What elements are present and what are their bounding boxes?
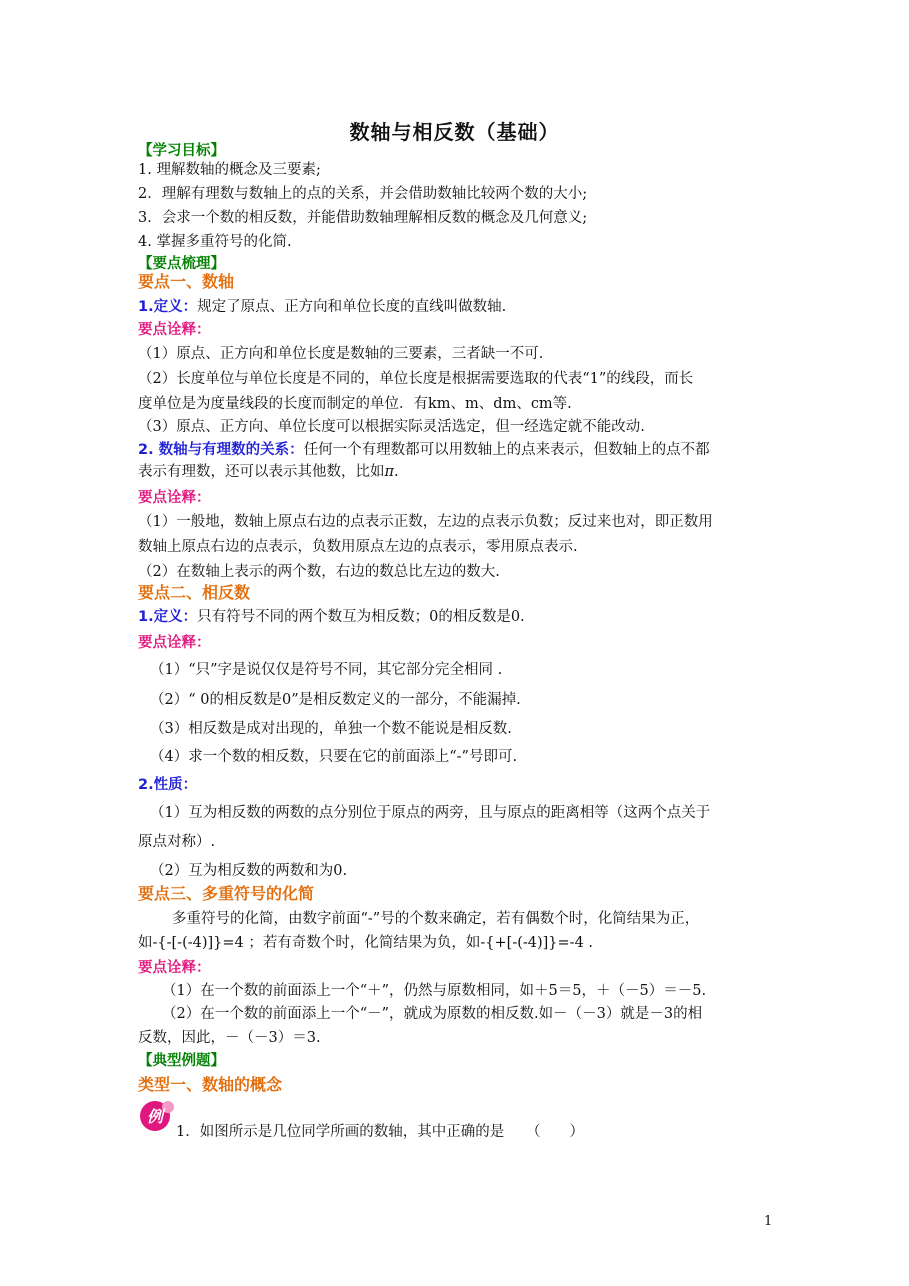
text-segment: 原点对称）. xyxy=(138,834,216,850)
text-line xyxy=(138,562,500,582)
text-line xyxy=(138,1028,321,1048)
page-number: 1 xyxy=(764,1214,773,1229)
text-segment: （1）“只”字是说仅仅是符号不同，其它部分完全相同 . xyxy=(150,662,503,678)
text-line xyxy=(138,344,543,364)
text-segment: 2. 数轴与有理数的关系： xyxy=(138,442,304,458)
text-line xyxy=(138,141,225,161)
text-line xyxy=(138,832,215,852)
text-segment: （2）在一个数的前面添上一个“－”，就成为原数的相反数.如－（－3）就是－3的相 xyxy=(162,1006,703,1022)
text-segment: 度单位是为度量线段的长度而制定的单位．有km、m、dm、cm等. xyxy=(138,396,572,412)
text-line xyxy=(138,394,572,414)
text-segment: （3）相反数是成对出现的，单独一个数不能说是相反数. xyxy=(150,721,512,737)
text-segment: （3）原点、正方向、单位长度可以根据实际灵活选定，但一经选定就不能改动. xyxy=(138,419,645,435)
text-segment: 【学习目标】 xyxy=(138,143,225,159)
text-line xyxy=(150,747,517,767)
text-line xyxy=(138,440,710,460)
text-segment: （4）求一个数的相反数，只要在它的前面添上“-”号即可. xyxy=(150,749,518,765)
text-line xyxy=(138,462,399,482)
text-segment: 4. 掌握多重符号的化简. xyxy=(138,234,292,250)
text-line xyxy=(138,958,211,978)
text-line xyxy=(138,254,225,274)
text-segment: 2．理解有理数与数轴上的点的关系，并会借助数轴比较两个数的大小; xyxy=(138,186,588,202)
text-segment: 类型一、数轴的概念 xyxy=(138,1075,283,1094)
text-line xyxy=(138,232,292,252)
text-segment: 反数，因此，－（－3）＝3. xyxy=(138,1030,321,1046)
example-badge-icon xyxy=(138,1097,176,1135)
text-segment: 任何一个有理数都可以用数轴上的点来表示，但数轴上的点不都 xyxy=(303,442,710,458)
text-line xyxy=(138,320,211,340)
text-segment: （1）一般地，数轴上原点右边的点表示正数，左边的点表示负数；反过来也对，即正数用 xyxy=(138,514,713,530)
text-line xyxy=(176,1122,584,1142)
page-title: 数轴与相反数（基础） xyxy=(349,120,560,144)
text-segment: （2）互为相反数的两数和为0. xyxy=(150,863,348,879)
text-line xyxy=(150,803,710,823)
text-line xyxy=(162,981,706,1001)
text-segment: 数轴上原点右边的点表示，负数用原点左边的点表示，零用原点表示. xyxy=(138,539,578,555)
text-line xyxy=(138,775,197,795)
text-segment: 要点诠释： xyxy=(138,960,211,976)
text-line xyxy=(138,512,713,532)
text-line xyxy=(138,1075,282,1096)
text-segment: 规定了原点、正方向和单位长度的直线叫做数轴. xyxy=(197,299,507,315)
text-line xyxy=(138,633,211,653)
text-segment: 1. 理解数轴的概念及三要素; xyxy=(138,162,321,178)
text-segment: 如-{-[-(-4)]}=4 ；若有奇数个时，化简结果为负，如-{+[-(-4)]}=-4 . xyxy=(138,935,594,951)
example-badge-label: 例 xyxy=(146,1107,164,1126)
text-segment: 只有符号不同的两个数互为相反数；0的相反数是0. xyxy=(197,609,525,625)
text-line xyxy=(150,861,347,881)
text-line xyxy=(138,537,578,557)
text-line xyxy=(138,184,587,204)
text-line xyxy=(138,208,587,228)
text-segment: （1）在一个数的前面添上一个“＋”，仍然与原数相同，如＋5＝5，＋（－5）＝－5. xyxy=(162,983,707,999)
text-line xyxy=(138,488,211,508)
text-line xyxy=(138,884,314,905)
text-segment: 1.定义： xyxy=(138,299,198,315)
text-segment: 【典型例题】 xyxy=(138,1053,225,1069)
text-line xyxy=(138,417,645,437)
text-line xyxy=(150,690,521,710)
text-segment: 2.性质： xyxy=(138,777,198,793)
text-segment: 1．如图所示是几位同学所画的数轴，其中正确的是 （ ） xyxy=(176,1124,584,1140)
text-line xyxy=(138,160,321,180)
text-segment: 要点一、数轴 xyxy=(138,272,235,291)
text-line xyxy=(138,1051,225,1071)
text-line xyxy=(150,719,512,739)
text-line xyxy=(138,607,525,627)
text-segment: π xyxy=(384,464,395,480)
text-segment: 表示有理数，还可以表示其他数，比如 xyxy=(138,464,385,480)
text-line xyxy=(172,909,699,929)
text-segment: （1）互为相反数的两数的点分别位于原点的两旁，且与原点的距离相等（这两个点关于 xyxy=(150,805,711,821)
text-segment: （2）在数轴上表示的两个数，右边的数总比左边的数大. xyxy=(138,564,500,580)
text-segment: 多重符号的化简，由数字前面“-”号的个数来确定，若有偶数个时，化简结果为正， xyxy=(172,911,700,927)
text-line xyxy=(138,933,593,953)
text-segment: 要点诠释： xyxy=(138,322,211,338)
text-segment: 要点诠释： xyxy=(138,490,211,506)
text-line xyxy=(150,660,502,680)
text-segment: 【要点梳理】 xyxy=(138,256,225,272)
text-segment: 要点三、多重符号的化简 xyxy=(138,884,315,903)
text-segment: . xyxy=(394,464,399,480)
text-line xyxy=(138,272,234,293)
text-segment: 要点诠释： xyxy=(138,635,211,651)
text-line xyxy=(138,369,693,389)
text-segment: （2）“ 0的相反数是0”是相反数定义的一部分，不能漏掉. xyxy=(150,692,521,708)
text-segment: 要点二、相反数 xyxy=(138,583,251,602)
text-line xyxy=(138,297,506,317)
text-segment: 3．会求一个数的相反数，并能借助数轴理解相反数的概念及几何意义; xyxy=(138,210,588,226)
text-line xyxy=(138,583,250,604)
text-line xyxy=(162,1004,702,1024)
text-segment: 1.定义： xyxy=(138,609,198,625)
text-segment: （2）长度单位与单位长度是不同的，单位长度是根据需要选取的代表“1”的线段，而长 xyxy=(138,371,694,387)
text-segment: （1）原点、正方向和单位长度是数轴的三要素，三者缺一不可. xyxy=(138,346,544,362)
